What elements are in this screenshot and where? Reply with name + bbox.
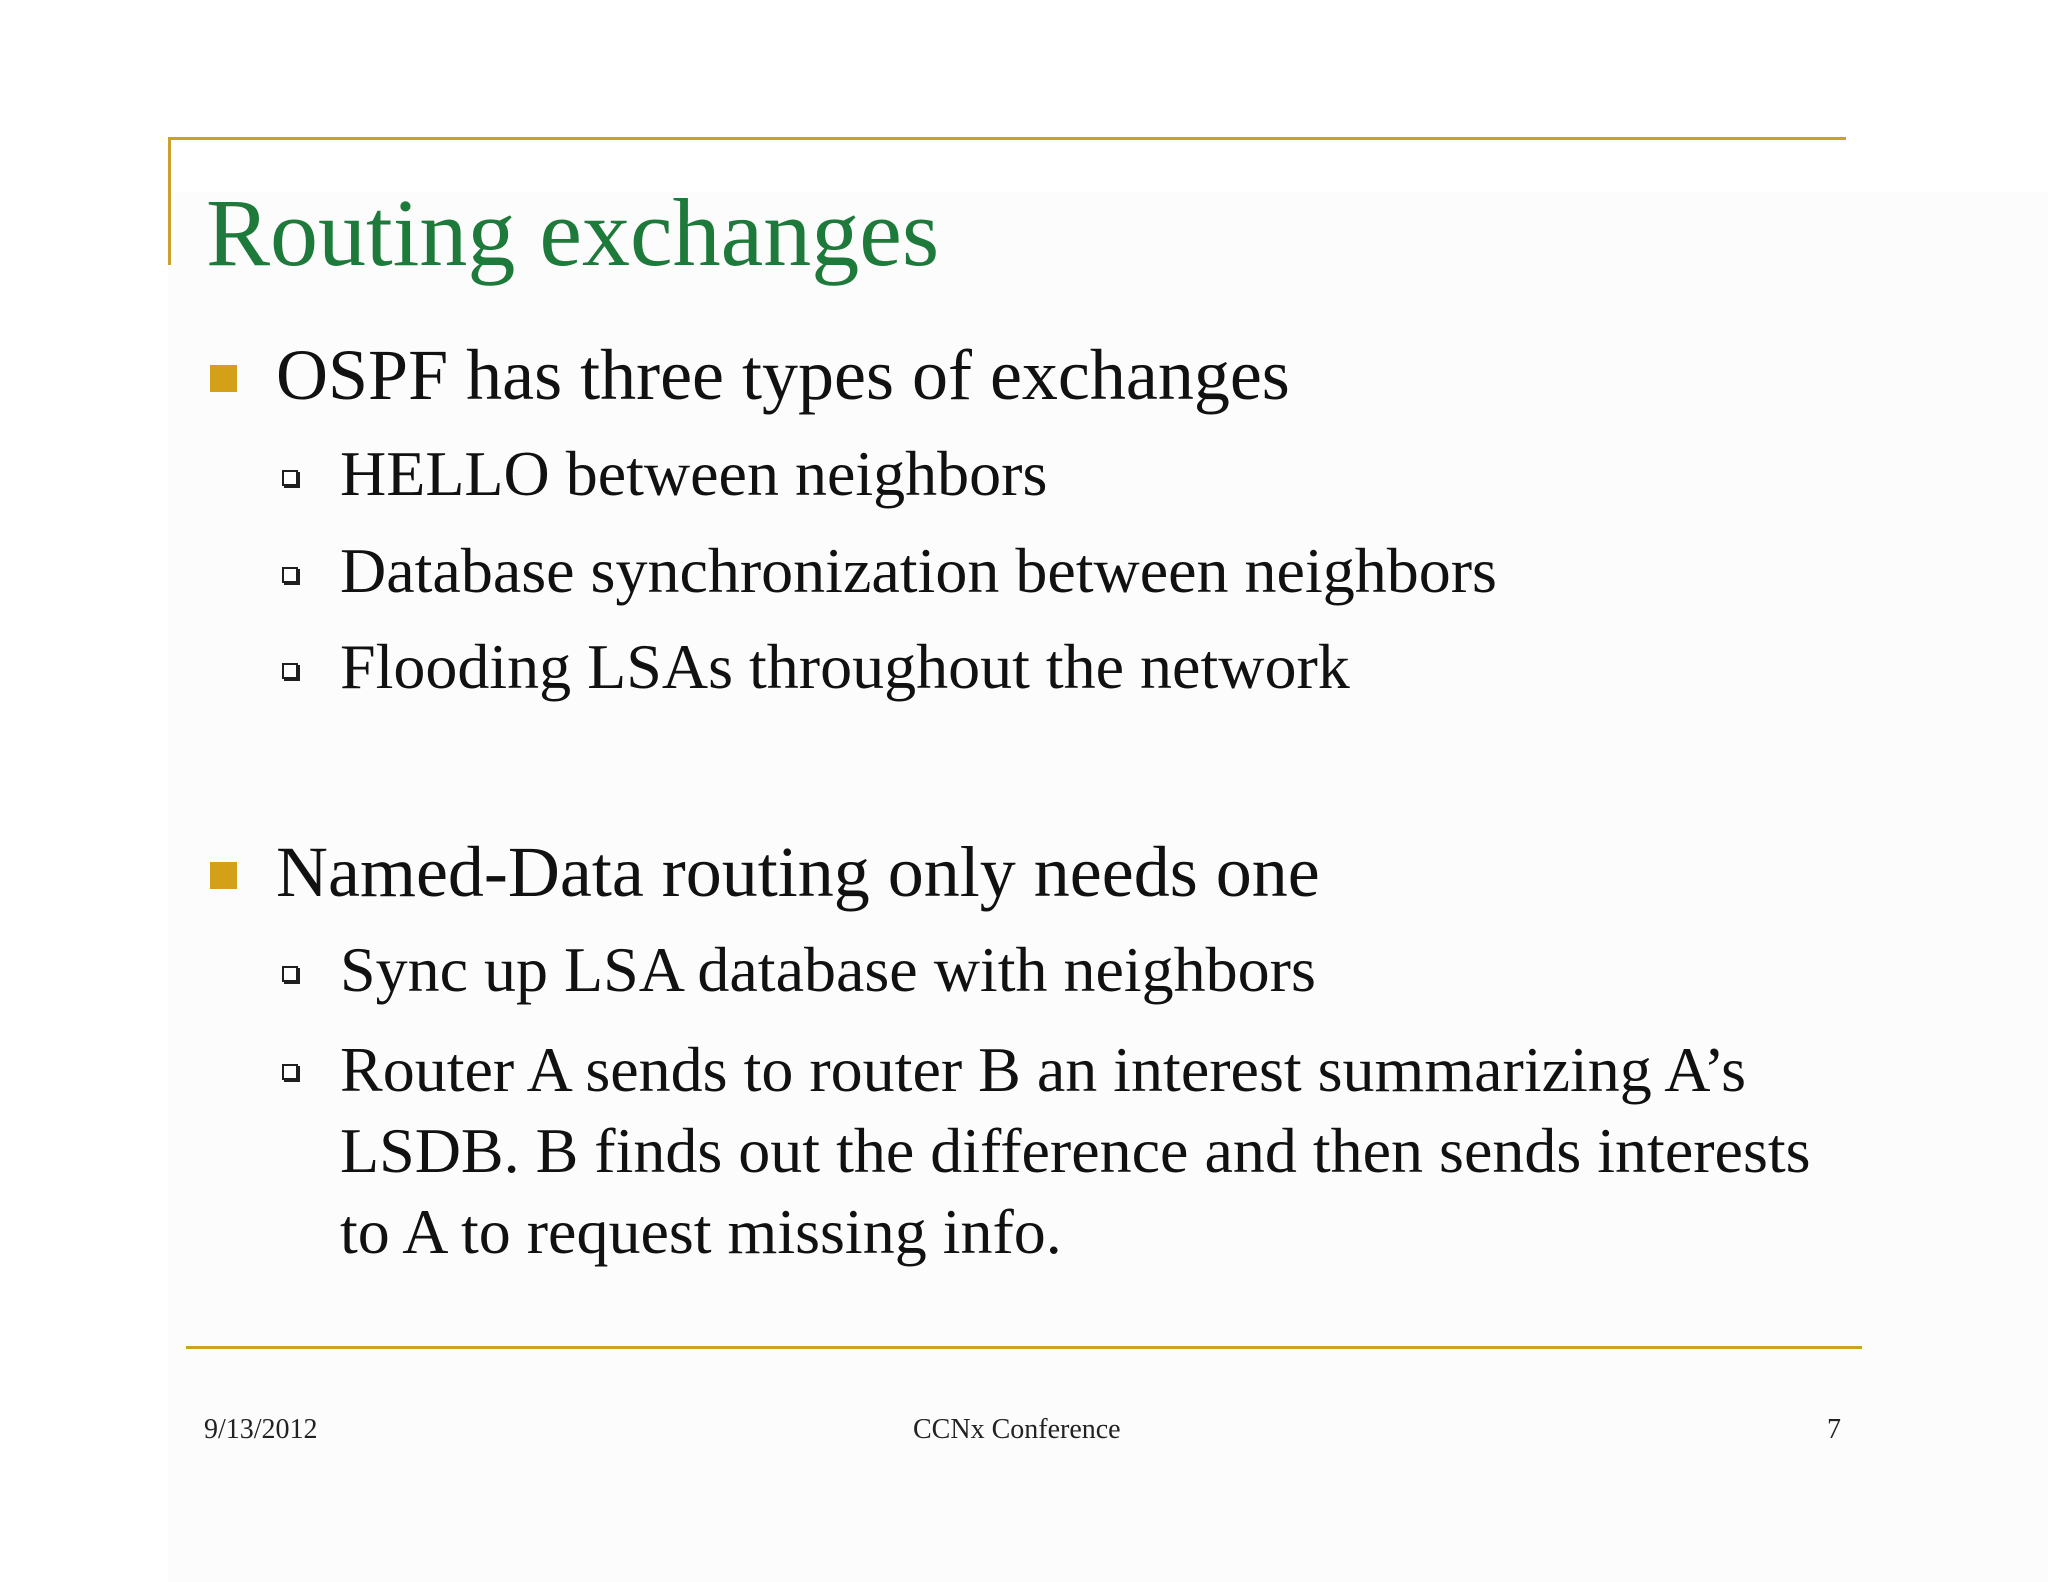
bullet-text: Named-Data routing only needs one (276, 832, 1320, 912)
subbullet-text: HELLO between neighbors (340, 438, 1048, 509)
bullet-text: OSPF has three types of exchanges (276, 335, 1290, 415)
hollow-square-bullet-icon (282, 966, 298, 982)
footer-title: CCNx Conference (913, 1414, 1121, 1445)
subbullet-text: Flooding LSAs throughout the network (340, 631, 1350, 702)
hollow-square-bullet-icon (282, 1064, 298, 1080)
subbullet-text: Sync up LSA database with neighbors (340, 934, 1316, 1005)
subbullet-text: Router A sends to router B an interest summarizing A’s LSDB. B finds out the difference and then sends interests to A to request missing info. (340, 1034, 1811, 1267)
hollow-square-bullet-icon (282, 470, 298, 486)
subbullet-text: Database synchronization between neighbors (340, 535, 1497, 606)
left-rule (168, 137, 171, 265)
hollow-square-bullet-icon (282, 567, 298, 583)
footer-date: 9/13/2012 (204, 1414, 318, 1445)
top-rule (168, 137, 1846, 140)
slide-title: Routing exchanges (206, 179, 940, 286)
hollow-square-bullet-icon (282, 663, 298, 679)
bottom-rule (186, 1346, 1862, 1349)
page-number: 7 (1827, 1414, 1841, 1445)
square-bullet-icon (210, 862, 237, 889)
square-bullet-icon (210, 365, 237, 392)
